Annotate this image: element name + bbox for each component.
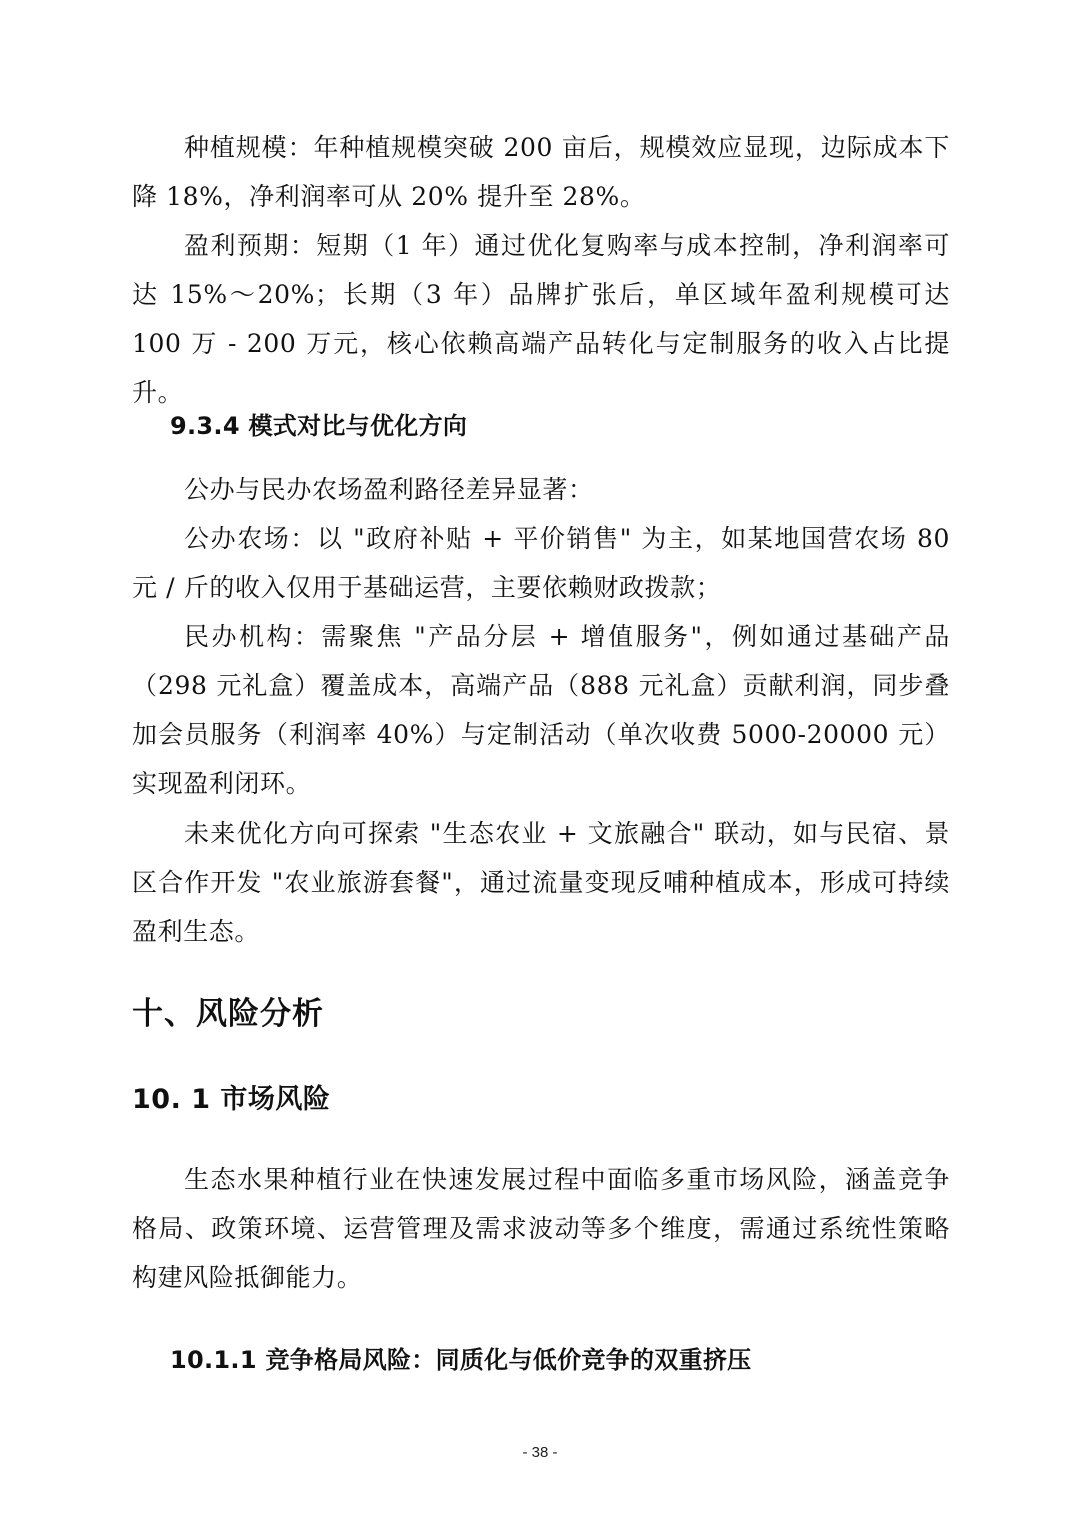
page-number: - 38 -	[522, 1444, 558, 1461]
paragraph-profit-forecast: 盈利预期：短期（1 年）通过优化复购率与成本控制，净利润率可达 15%～20%；长期（3 年）品牌扩张后，单区域年盈利规模可达 100 万 - 200 万元，核心依赖高端产品转化与定制服务的收入占比提升。	[132, 231, 950, 407]
chapter-title-risk-analysis: 十、风险分析	[132, 996, 324, 1032]
heading-9-3-4: 9.3.4 模式对比与优化方向	[170, 412, 468, 440]
paragraph-future-direction: 未来优化方向可探索 "生态农业 + 文旅融合" 联动，如与民宿、景区合作开发 "农业旅游套餐"，通过流量变现反哺种植成本，形成可持续盈利生态。	[132, 819, 950, 946]
paragraph-planting-scale: 种植规模：年种植规模突破 200 亩后，规模效应显现，边际成本下降 18%，净利润率可从 20% 提升至 28%。	[132, 133, 950, 211]
paragraph-private-farm: 民办机构：需聚焦 "产品分层 + 增值服务"，例如通过基础产品（298 元礼盒）覆盖成本，高端产品（888 元礼盒）贡献利润，同步叠加会员服务（利润率 40%）与定制活动（单次收费 5000-20000 元）实现盈利闭环。	[132, 622, 950, 798]
paragraph-market-risk: 生态水果种植行业在快速发展过程中面临多重市场风险，涵盖竞争格局、政策环境、运营管理及需求波动等多个维度，需通过系统性策略构建风险抵御能力。	[132, 1165, 950, 1292]
paragraph-public-farm: 公办农场：以 "政府补贴 + 平价销售" 为主，如某地国营农场 80 元 / 斤的收入仅用于基础运营，主要依赖财政拨款；	[132, 524, 950, 602]
paragraph-mode-intro: 公办与民办农场盈利路径差异显著：	[184, 475, 594, 504]
heading-10-1-1-competition-risk: 10.1.1 竞争格局风险：同质化与低价竞争的双重挤压	[170, 1346, 752, 1374]
heading-10-1-market-risk: 10. 1 市场风险	[132, 1084, 331, 1115]
